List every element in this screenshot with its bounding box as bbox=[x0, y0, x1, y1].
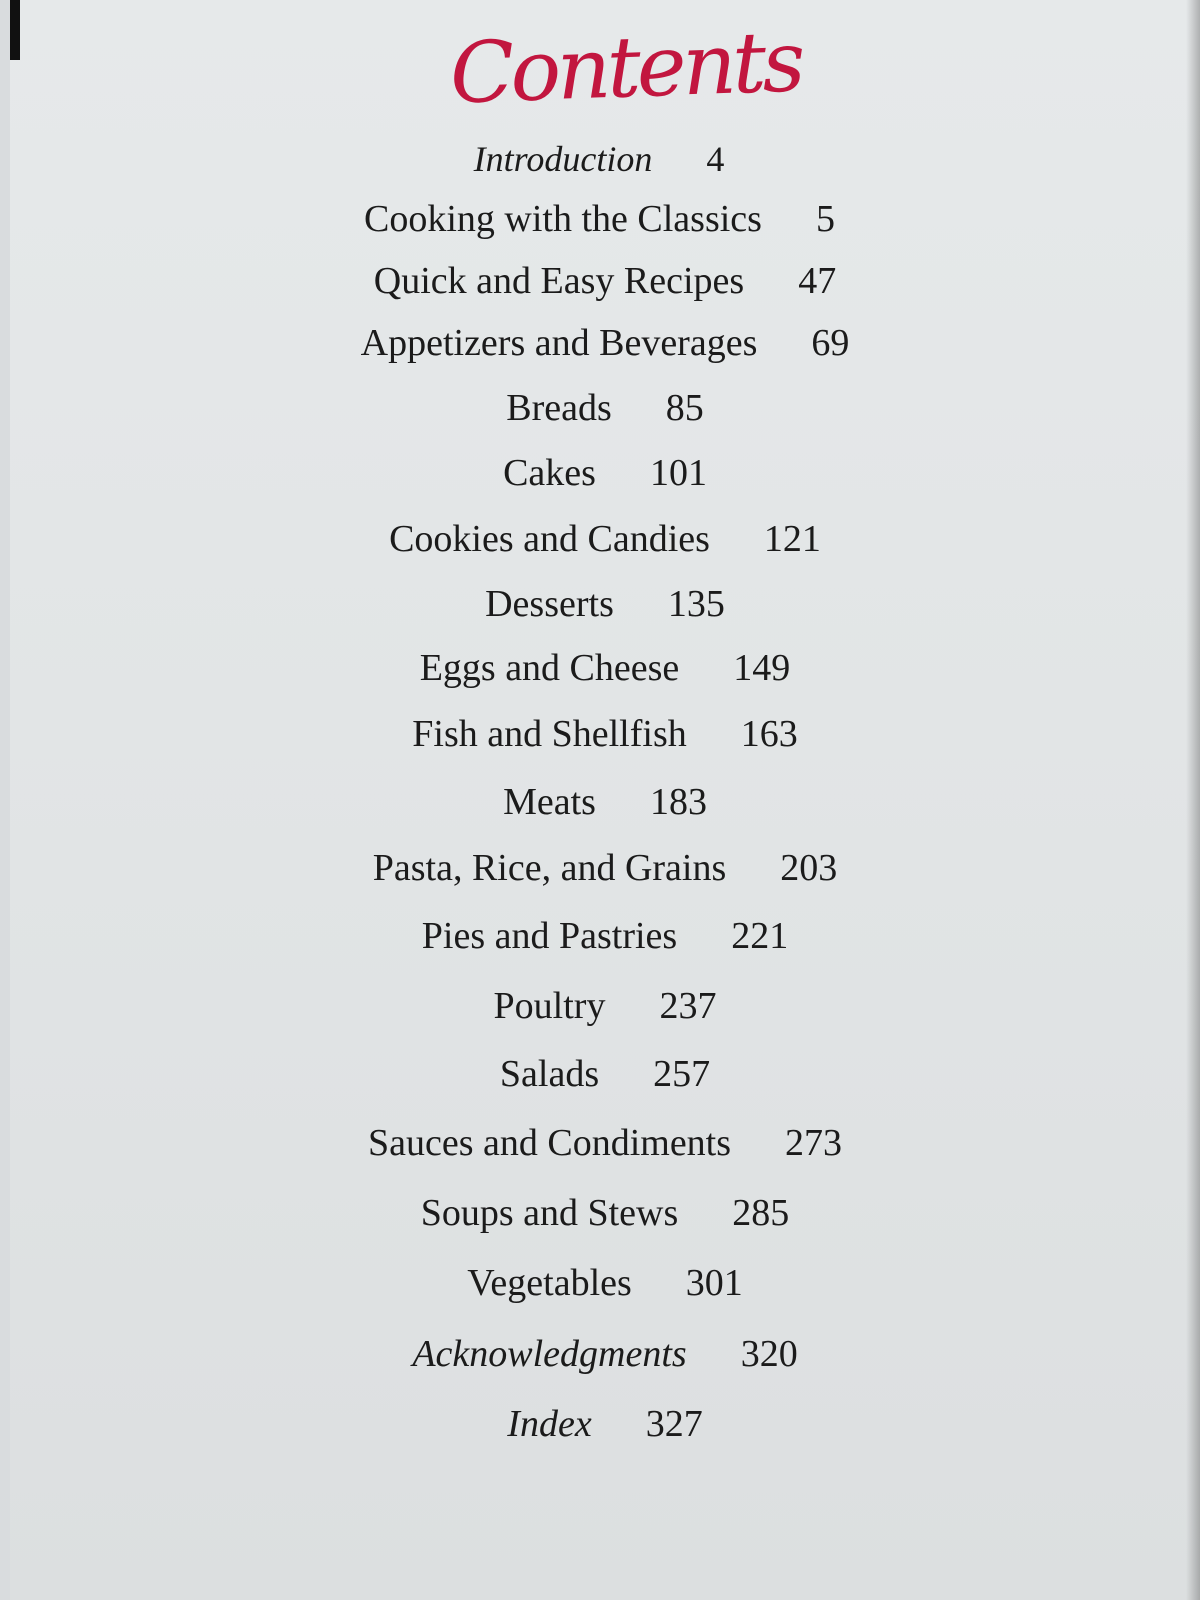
toc-entry-title: Salads bbox=[499, 1053, 600, 1095]
toc-entry bbox=[10, 1191, 1200, 1235]
toc-entry bbox=[10, 984, 1200, 1028]
toc-entry bbox=[10, 1121, 1200, 1165]
toc-entry-title: Acknowledgments bbox=[412, 1333, 687, 1375]
table-of-contents bbox=[10, 0, 1200, 1600]
toc-entry-page: 273 bbox=[785, 1122, 843, 1164]
toc-entry-page: 163 bbox=[740, 713, 798, 755]
toc-entry-page: 203 bbox=[780, 847, 838, 889]
toc-entry-page: 47 bbox=[798, 260, 837, 302]
toc-entry-title: Index bbox=[507, 1403, 592, 1445]
toc-entry bbox=[10, 846, 1200, 890]
toc-entry-page: 257 bbox=[653, 1053, 711, 1095]
toc-entry-title: Cakes bbox=[503, 452, 596, 494]
toc-entry bbox=[10, 646, 1200, 690]
toc-entry bbox=[10, 780, 1200, 824]
toc-entry bbox=[10, 712, 1200, 756]
toc-entry-page: 285 bbox=[732, 1192, 790, 1234]
toc-entry bbox=[10, 1402, 1200, 1446]
toc-entry bbox=[10, 1052, 1200, 1096]
toc-entry-title: Pasta, Rice, and Grains bbox=[372, 847, 727, 889]
toc-entry-page: 101 bbox=[649, 452, 707, 494]
toc-entry-title: Desserts bbox=[485, 583, 614, 625]
toc-entry bbox=[10, 582, 1200, 626]
toc-entry bbox=[10, 138, 1200, 180]
toc-entry-title: Introduction bbox=[473, 139, 653, 179]
toc-entry-page: 320 bbox=[740, 1333, 798, 1375]
toc-entry bbox=[10, 517, 1200, 561]
toc-entry-title: Breads bbox=[506, 387, 612, 429]
book-page bbox=[10, 0, 1200, 1600]
toc-entry-page: 237 bbox=[659, 985, 717, 1027]
toc-entry-page: 121 bbox=[763, 518, 821, 560]
contents-title: Contents bbox=[448, 12, 803, 123]
toc-entry bbox=[10, 451, 1200, 495]
toc-entry-page: 301 bbox=[685, 1262, 743, 1304]
toc-entry bbox=[10, 914, 1200, 958]
toc-entry-page: 85 bbox=[665, 387, 704, 429]
toc-entry-title: Vegetables bbox=[467, 1262, 632, 1304]
toc-entry bbox=[10, 1332, 1200, 1376]
toc-entry-page: 69 bbox=[811, 322, 850, 364]
toc-entry-title: Eggs and Cheese bbox=[419, 647, 680, 689]
toc-entry-title: Soups and Stews bbox=[420, 1192, 679, 1234]
toc-entry-page: 149 bbox=[733, 647, 791, 689]
toc-entry-page: 5 bbox=[815, 198, 835, 240]
toc-entry-title: Cooking with the Classics bbox=[364, 198, 762, 240]
toc-entry-title: Appetizers and Beverages bbox=[360, 322, 758, 364]
toc-entry bbox=[10, 197, 1200, 241]
toc-entry-page: 221 bbox=[731, 915, 789, 957]
toc-entry-title: Sauces and Condiments bbox=[367, 1122, 732, 1164]
toc-entry-title: Quick and Easy Recipes bbox=[373, 260, 745, 302]
toc-entry-page: 4 bbox=[706, 139, 725, 179]
toc-entry-title: Fish and Shellfish bbox=[412, 713, 687, 755]
toc-entry-title: Pies and Pastries bbox=[421, 915, 678, 957]
toc-entry-page: 183 bbox=[649, 781, 707, 823]
toc-entry bbox=[10, 1261, 1200, 1305]
toc-entry-title: Cookies and Candies bbox=[389, 518, 710, 560]
toc-entry-title: Meats bbox=[503, 781, 596, 823]
toc-entry bbox=[10, 321, 1200, 365]
toc-entry bbox=[10, 386, 1200, 430]
toc-entry bbox=[10, 259, 1200, 303]
toc-entry-page: 327 bbox=[645, 1403, 703, 1445]
toc-entry-page: 135 bbox=[667, 583, 725, 625]
toc-entry-title: Poultry bbox=[493, 985, 606, 1027]
